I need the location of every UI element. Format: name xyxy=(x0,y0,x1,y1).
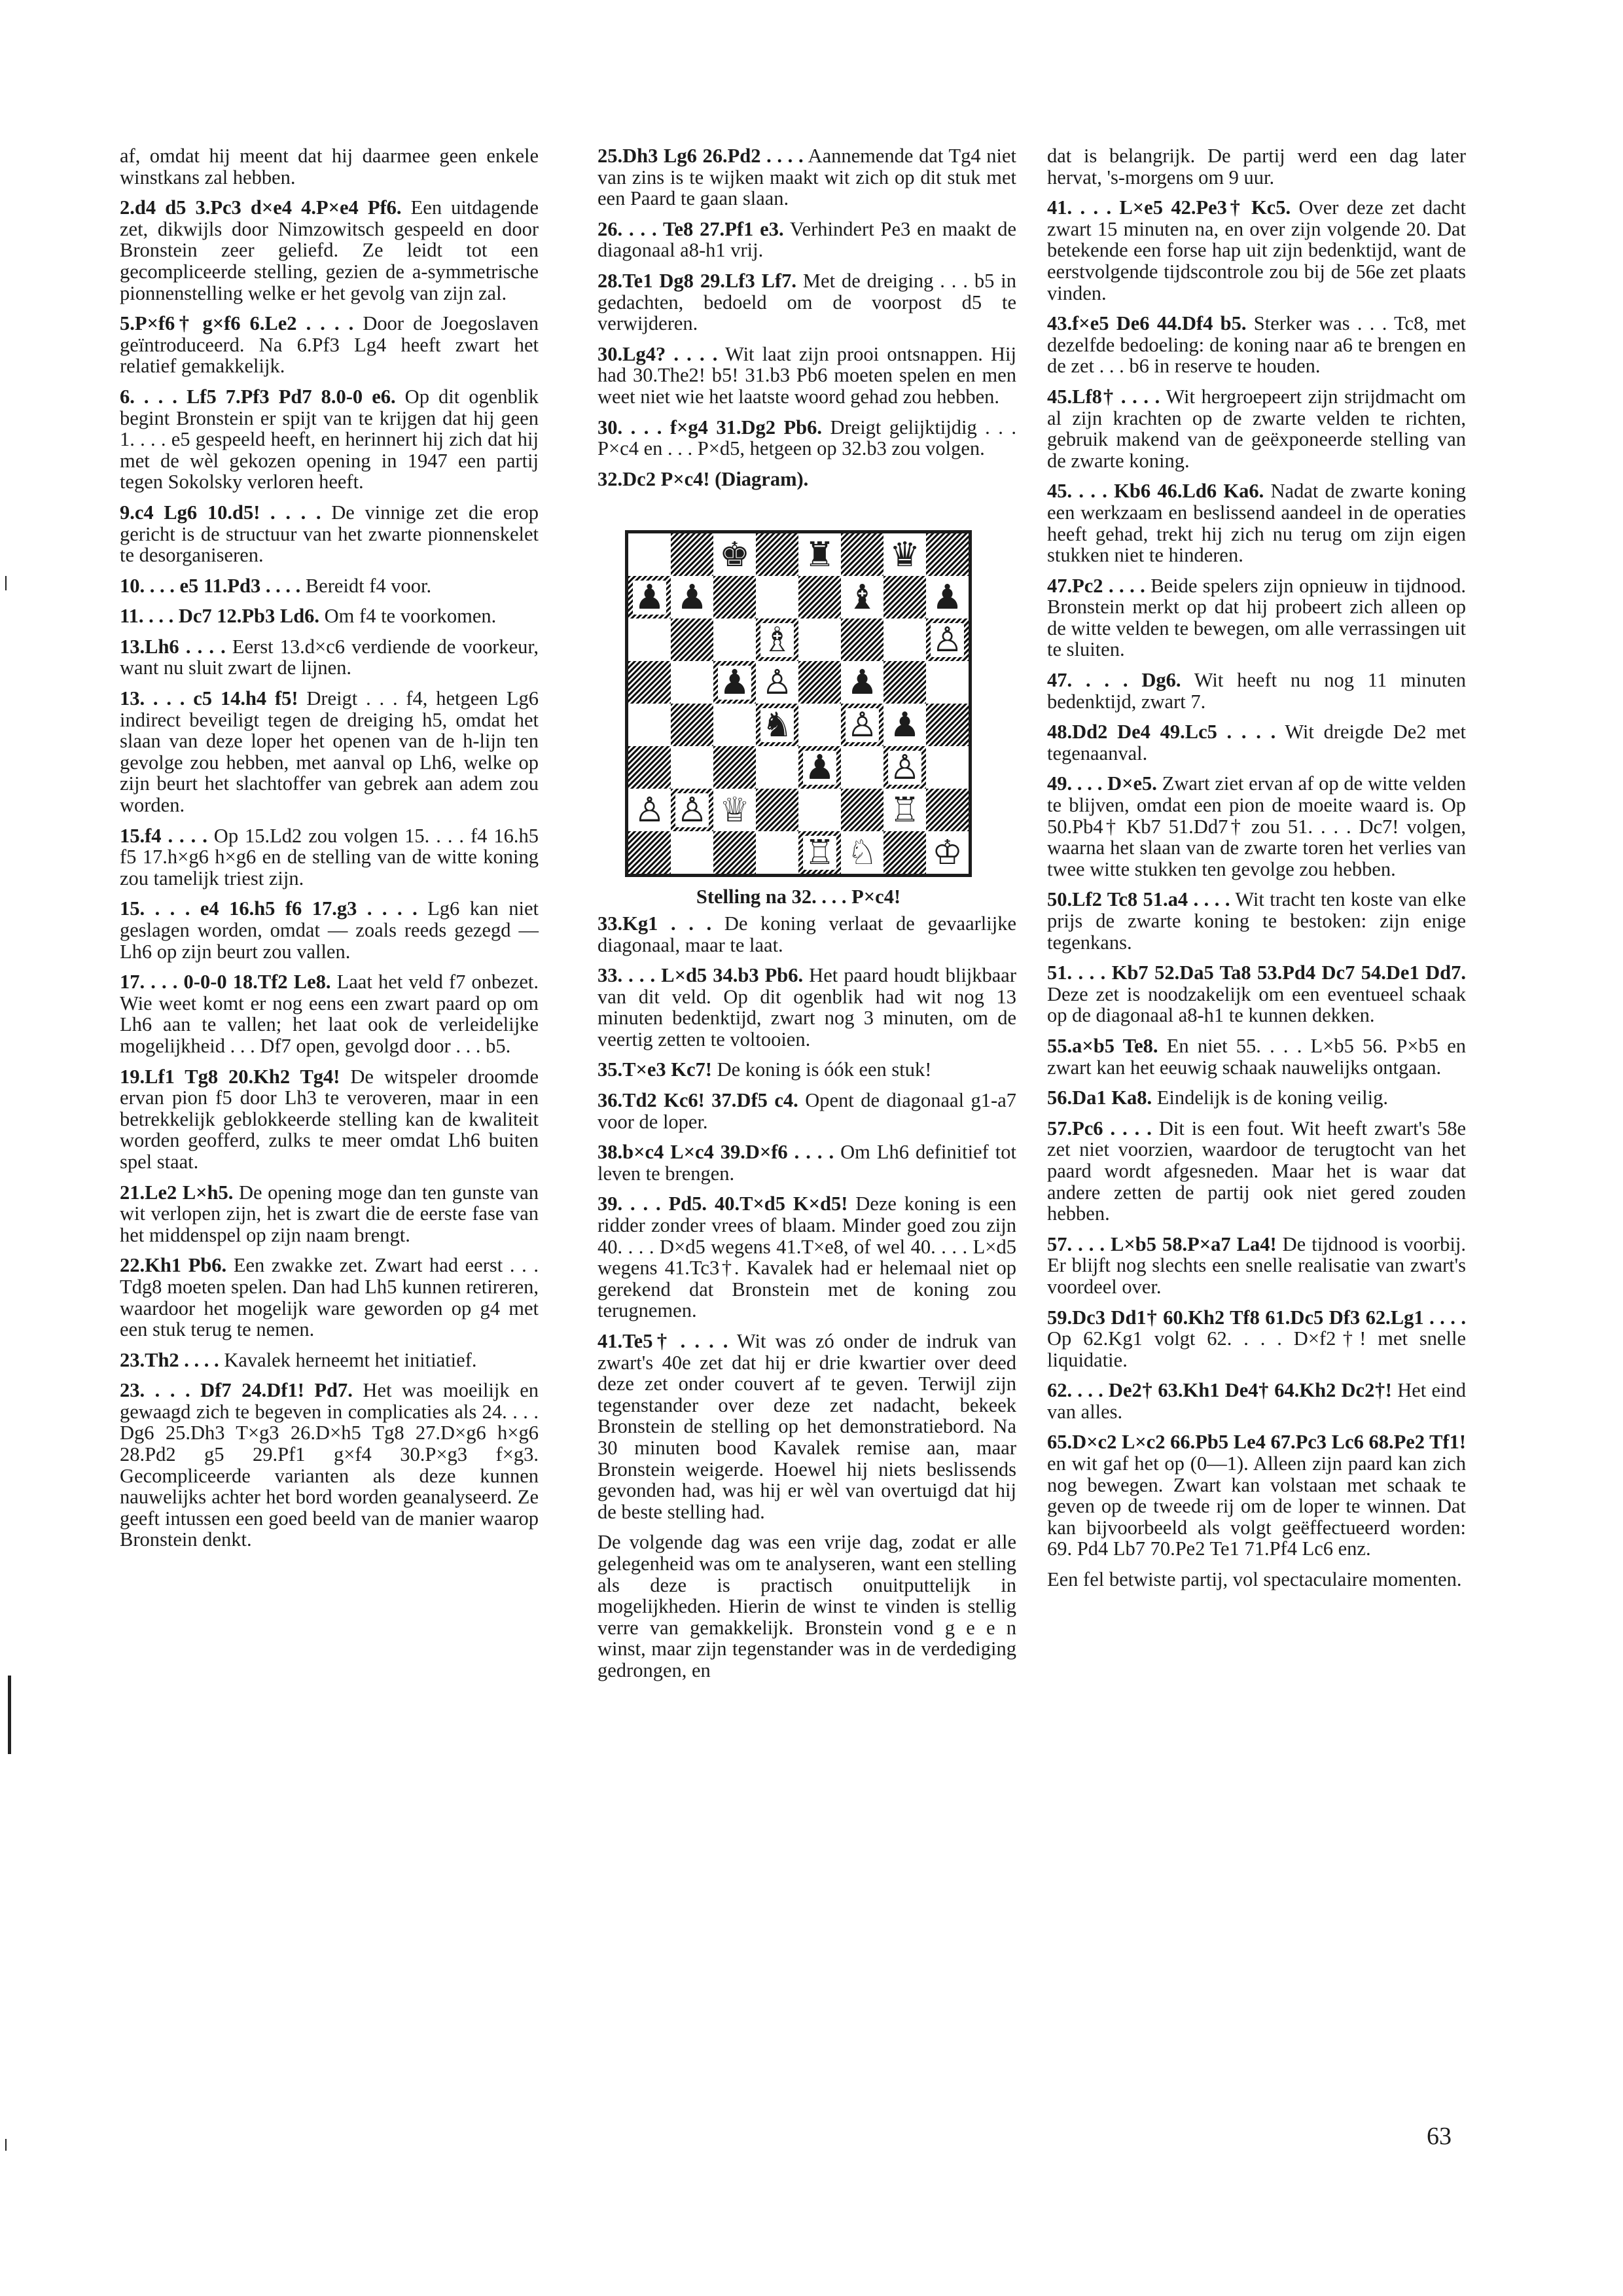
annotation-paragraph xyxy=(120,1066,539,1173)
board-square xyxy=(713,533,756,576)
move-notation: 30.Lg4? . . . . xyxy=(597,342,718,365)
annotation-paragraph xyxy=(597,417,1016,459)
commentary-text: Een zwakke zet. Zwart had eerst . . . Tdg8 moeten spelen. Dan had Lh5 kunnen retireren, waardoor het mogelijk ware geworden op g4 met een stuk terug te nemen. xyxy=(120,1254,539,1341)
annotation-paragraph xyxy=(597,145,1016,209)
annotation-paragraph xyxy=(1047,1087,1466,1109)
move-notation: 38.b×c4 L×c4 39.D×f6 . . . . xyxy=(597,1141,834,1164)
annotation-paragraph xyxy=(1047,773,1466,880)
annotation-paragraph xyxy=(597,1193,1016,1321)
board-square xyxy=(883,789,926,831)
annotation-paragraph xyxy=(597,913,1016,956)
annotation-paragraph xyxy=(120,1350,539,1371)
board-square xyxy=(671,533,713,576)
annotation-paragraph xyxy=(1047,889,1466,953)
text-column-2 xyxy=(597,145,1016,1691)
board-square xyxy=(883,704,926,746)
move-notation: 36.Td2 Kc6! 37.Df5 c4. xyxy=(597,1089,798,1112)
annotation-paragraph xyxy=(1047,313,1466,377)
board-square xyxy=(798,746,841,789)
chess-piece: ♟ xyxy=(804,747,835,787)
move-notation: 65.D×c2 L×c2 66.Pb5 Le4 67.Pc3 Lc6 68.Pe2 Tf1! xyxy=(1047,1431,1466,1454)
move-notation: 55.a×b5 Te8. xyxy=(1047,1034,1158,1057)
board-square xyxy=(883,619,926,661)
commentary-text: Een uitdagende zet, dikwijls door Nimzowitsch gespeeld en door Bronstein zeer geliefd. Ze leidt tot een gecompliceerde stelling, gezien de a-symmetrische pionnenstelling welke er het gevolg van zijn zal. xyxy=(120,196,539,304)
board-square xyxy=(756,619,798,661)
annotation-paragraph xyxy=(597,270,1016,334)
commentary-text: Bereidt f4 voor. xyxy=(300,574,432,597)
annotation-paragraph xyxy=(120,575,539,597)
move-notation: 13. . . . c5 14.h4 f5! xyxy=(120,687,298,710)
commentary-text: Laat het veld f7 onbezet. Wie weet komt er nog eens een zwart paard op om Lh6 aan te vallen; het laat ook de verleidelijke mogelijkheid . . . Df7 open, gevolgd door . . . b5. xyxy=(120,971,539,1057)
annotation-paragraph xyxy=(1047,480,1466,565)
move-notation: 45. . . . Kb6 46.Ld6 Ka6. xyxy=(1047,480,1264,503)
annotation-paragraph xyxy=(1047,386,1466,471)
annotation-paragraph xyxy=(120,825,539,889)
board-square xyxy=(628,619,671,661)
board-square xyxy=(841,831,883,874)
chess-piece: ♔ xyxy=(932,833,963,872)
commentary-text: Beide spelers zijn opnieuw in tijdnood. Bronstein merkt op dat hij probeert zich alleen op de witte velden te bewegen, om alle verrassingen uit te sluiten. xyxy=(1047,574,1466,661)
move-notation: 5.P×f6† g×f6 6.Le2 . . . . xyxy=(120,312,354,335)
text-column-1 xyxy=(120,145,539,1560)
board-square xyxy=(628,789,671,831)
commentary-text: De opening moge dan ten gunste van wit verlopen zijn, het is zwart die de eerste fase van het middenspel op zijn naam brengt. xyxy=(120,1181,539,1246)
board-square xyxy=(841,661,883,704)
commentary-text: De witspeler droomde ervan pion f5 door Lh3 te veroveren, maar in een betrekkelijk geblokkeerde stelling kan de kwaliteit worden geofferd, zulks te meer omdat Lh6 buiten spel staat. xyxy=(120,1065,539,1173)
annotation-paragraph xyxy=(597,1141,1016,1184)
commentary-text: Zwart ziet ervan af op de witte velden te blijven, omdat een pion de moeite waard is. Op 50.Pb4† Kb7 51.Dd7† zou 51. . . . Dc7! volgen, waarna het slaan van de zwarte toren het verlies van twee witte stukken ten gevolge zou hebben. xyxy=(1047,772,1466,880)
move-notation: 6. . . . Lf5 7.Pf3 Pd7 8.0-0 e6. xyxy=(120,385,396,408)
commentary-text: dat is belangrijk. De partij werd een dag later hervat, 's-morgens om 9 uur. xyxy=(1047,145,1466,188)
commentary-text: Sterker was . . . Tc8, met dezelfde bedoeling: de koning naar a6 te brengen en de zet . . . b6 in reserve te houden. xyxy=(1047,312,1466,378)
annotation-paragraph xyxy=(120,971,539,1056)
move-notation: 21.Le2 L×h5. xyxy=(120,1181,234,1204)
annotation-paragraph xyxy=(120,1380,539,1551)
move-notation: 45.Lf8† . . . . xyxy=(1047,385,1160,408)
move-notation: 39. . . . Pd5. 40.T×d5 K×d5! xyxy=(597,1193,848,1215)
board-square xyxy=(841,704,883,746)
move-notation: 48.Dd2 De4 49.Lc5 . . . . xyxy=(1047,721,1276,744)
annotation-paragraph xyxy=(1047,1234,1466,1298)
commentary-text: Met de dreiging . . . b5 in gedachten, bedoeld om de voorpost d5 te verwijderen. xyxy=(597,269,1016,335)
board-square xyxy=(713,831,756,874)
board-square xyxy=(798,576,841,619)
chess-piece: ♙ xyxy=(762,662,793,702)
board-square xyxy=(883,576,926,619)
move-notation: 9.c4 Lg6 10.d5! . . . . xyxy=(120,501,321,524)
board-square xyxy=(798,704,841,746)
chess-piece: ♝ xyxy=(847,577,878,617)
board-square xyxy=(841,576,883,619)
chess-board xyxy=(625,530,972,877)
commentary-text: en wit gaf het op (0—1). Alleen zijn paard kan zich nog bewegen. Zwart kan volstaan met schaak te geven op de tweede rij om de loper te winnen. Dat kan bijvoorbeeld als volgt geëffectueerd worden: 69. Pd4 Lb7 70.Pe2 Te1 71.Pf4 Lc6 enz. xyxy=(1047,1452,1466,1560)
annotation-paragraph xyxy=(597,965,1016,1050)
board-square xyxy=(798,661,841,704)
board-square xyxy=(883,831,926,874)
commentary-text: Om f4 te voorkomen. xyxy=(319,605,497,628)
commentary-text: Een fel betwiste partij, vol spectaculaire momenten. xyxy=(1047,1568,1462,1591)
annotation-paragraph xyxy=(1047,197,1466,304)
annotation-paragraph xyxy=(120,605,539,627)
move-notation: 51. . . . Kb7 52.Da5 Ta8 53.Pd4 Dc7 54.De1 Dd7. xyxy=(1047,961,1466,984)
commentary-text: Eindelijk is de koning veilig. xyxy=(1152,1086,1389,1109)
chess-piece: ♛ xyxy=(889,535,920,575)
annotation-paragraph xyxy=(1047,575,1466,660)
move-notation: 26. . . . Te8 27.Pf1 e3. xyxy=(597,217,784,240)
board-square xyxy=(671,576,713,619)
board-square xyxy=(756,831,798,874)
move-notation: 56.Da1 Ka8. xyxy=(1047,1086,1152,1109)
annotation-paragraph xyxy=(1047,721,1466,764)
chess-piece: ♕ xyxy=(719,790,750,830)
board-square xyxy=(671,789,713,831)
board-square xyxy=(713,619,756,661)
commentary-text: Wit dreigde De2 met tegenaanval. xyxy=(1047,721,1467,764)
board-square xyxy=(926,831,969,874)
move-notation: 35.T×e3 Kc7! xyxy=(597,1058,712,1081)
commentary-text: Het eind van alles. xyxy=(1047,1379,1466,1423)
chess-piece: ♗ xyxy=(762,620,793,660)
annotation-paragraph xyxy=(120,145,539,188)
board-square xyxy=(671,619,713,661)
commentary-text: Door de Joegoslaven geïntroduceerd. Na 6.Pf3 Lg4 heeft zwart het relatief gemakkelijk. xyxy=(120,312,539,378)
board-square xyxy=(628,746,671,789)
annotation-paragraph xyxy=(120,197,539,304)
commentary-text: Dreigt gelijktijdig . . . P×c4 en . . . P×d5, hetgeen op 32.b3 zou volgen. xyxy=(597,416,1017,460)
move-notation: 17. . . . 0-0-0 18.Tf2 Le8. xyxy=(120,971,331,994)
text-column-3 xyxy=(1047,145,1466,1600)
annotation-paragraph xyxy=(1047,670,1466,712)
annotation-paragraph xyxy=(1047,962,1466,1026)
move-notation: 33. . . . L×d5 34.b3 Pb6. xyxy=(597,964,804,987)
commentary-text: De koning verlaat de gevaarlijke diagonaal, maar te laat. xyxy=(597,912,1016,956)
chess-piece: ♚ xyxy=(719,535,750,575)
move-notation: 47.Pc2 . . . . xyxy=(1047,574,1145,597)
move-notation: 57.Pc6 . . . . xyxy=(1047,1117,1152,1139)
move-notation: 10. . . . e5 11.Pd3 . . . . xyxy=(120,574,301,597)
move-notation: 62. . . . De2† 63.Kh1 De4† 64.Kh2 Dc2†! xyxy=(1047,1379,1392,1402)
move-notation: 23. . . . Df7 24.Df1! Pd7. xyxy=(120,1379,353,1402)
commentary-text: Lg6 kan niet geslagen worden, omdat — zoals reeds gezegd — Lh6 op zijn beurt zou vallen. xyxy=(120,897,539,963)
annotation-paragraph xyxy=(120,898,539,962)
chess-piece: ♘ xyxy=(847,833,878,872)
board-square xyxy=(926,704,969,746)
annotation-paragraph xyxy=(120,636,539,679)
move-notation: 47. . . . Dg6. xyxy=(1047,669,1181,692)
annotation-paragraph xyxy=(120,688,539,816)
commentary-text: Om Lh6 definitief tot leven te brengen. xyxy=(597,1141,1016,1185)
commentary-text: Op 15.Ld2 zou volgen 15. . . . f4 16.h5 f5 17.h×g6 h×g6 en de stelling van de witte koning zou tamelijk triest zijn. xyxy=(120,824,539,889)
commentary-text: Wit tracht ten koste van elke prijs de zwarte koning te bestoken: zijn enige tegenkans. xyxy=(1047,888,1466,954)
board-square xyxy=(713,746,756,789)
commentary-text: Dreigt . . . f4, hetgeen Lg6 indirect beveiligt tegen de dreiging h5, omdat het slaan van deze loper het openen van de h-lijn ten gevolge zou hebben, met aanval op Lh6, welke op zijn beurt het slachtoffer van gebrek aan adem zou worden. xyxy=(120,687,539,817)
board-square xyxy=(926,789,969,831)
board-square xyxy=(756,576,798,619)
move-notation: 33.Kg1 . . . xyxy=(597,912,712,935)
scan-mark xyxy=(5,2139,7,2151)
board-square xyxy=(883,661,926,704)
commentary-text: Op dit ogenblik begint Bronstein er spijt van te krijgen dat hij geen 1. . . . e5 gespeeld heeft, en herinnert hij zich dat hij met de wèl gekozen opening in 1947 een partij tegen Sokolsky verloren heeft. xyxy=(120,385,539,493)
board-square xyxy=(883,746,926,789)
board-square xyxy=(798,619,841,661)
move-notation: 59.Dc3 Dd1† 60.Kh2 Tf8 61.Dc5 Df3 62.Lg1 . . . . xyxy=(1047,1306,1466,1329)
commentary-text: Nadat de zwarte koning een werkzaam en beslissend aandeel in de operaties heeft gehad, trekt hij zich nu terug om zijn eigen stukken niet te hinderen. xyxy=(1047,480,1467,567)
board-square xyxy=(841,619,883,661)
commentary-text: Het was moeilijk en gewaagd zich te begeven in complicaties als 24. . . . Dg6 25.Dh3 T×g3 26.D×h5 Tg8 27.D×g6 h×g6 28.Pd2 g5 29.Pf1 g×f4 30.P×g3 f×g3. Gecompliceerde varianten als deze kunnen nauwelijks achter het bord worden geanalyseerd. Ze geeft intussen een goed beeld van de manier waarop Bronstein denkt. xyxy=(120,1379,539,1551)
board-square xyxy=(628,533,671,576)
move-notation: 22.Kh1 Pb6. xyxy=(120,1254,227,1277)
move-notation: 25.Dh3 Lg6 26.Pd2 . . . . xyxy=(597,145,804,167)
move-notation: 30. . . . f×g4 31.Dg2 Pb6. xyxy=(597,416,822,439)
move-notation: 15.f4 . . . . xyxy=(120,824,207,847)
chess-piece: ♟ xyxy=(847,662,878,702)
board-square xyxy=(798,533,841,576)
column-2-top xyxy=(597,145,1016,490)
board-square xyxy=(628,661,671,704)
move-notation: 43.f×e5 De6 44.Df4 b5. xyxy=(1047,312,1247,335)
chess-piece: ♟ xyxy=(677,577,707,617)
move-notation: 11. . . . Dc7 12.Pb3 Ld6. xyxy=(120,605,320,628)
commentary-text: Wit was zó onder de indruk van zwart's 40e zet dat hij er drie kwartier over deed deze zet onder couvert af te geven. Terwijl zijn tegenstander over deze zet nadacht, bekeek Bronstein de stelling op het demonstratiebord. Na 30 minuten bood Kavalek remise aan, maar Bronstein weigerde. Hoewel hij niets beslissends gevonden had, was hij er wèl van overtuigd dat hij de beste stelling had. xyxy=(597,1330,1016,1523)
commentary-text: Aannemende dat Tg4 niet van zins is te wijken maakt wit zich op dit stuk met een Paard te gaan slaan. xyxy=(597,145,1016,210)
move-notation: 19.Lf1 Tg8 20.Kh2 Tg4! xyxy=(120,1065,340,1088)
annotation-paragraph xyxy=(120,313,539,377)
commentary-text: af, omdat hij meent dat hij daarmee geen enkele winstkans zal hebben. xyxy=(120,145,539,188)
annotation-paragraph xyxy=(597,1532,1016,1681)
commentary-text: Deze koning is een ridder zonder vrees of blaam. Minder goed zou zijn 40. . . . D×d5 wegens 41.T×e8, of wel 40. . . . L×d5 wegens 41.Tc3†. Kavalek had er helemaal niet op gerekend dat Bronstein met de koning zou terugnemen. xyxy=(597,1193,1016,1322)
annotation-paragraph xyxy=(1047,145,1466,188)
board-square xyxy=(926,619,969,661)
board-square xyxy=(756,661,798,704)
annotation-paragraph xyxy=(597,344,1016,408)
chess-piece: ♙ xyxy=(634,790,665,830)
commentary-text: En niet 55. . . . L×b5 56. P×b5 en zwart kan het eeuwig schaak nauwelijks ontgaan. xyxy=(1047,1034,1466,1079)
board-square xyxy=(713,661,756,704)
board-square xyxy=(713,789,756,831)
move-notation: 2.d4 d5 3.Pc3 d×e4 4.P×e4 Pf6. xyxy=(120,196,402,219)
board-square xyxy=(756,746,798,789)
annotation-paragraph xyxy=(597,1059,1016,1081)
scan-mark xyxy=(8,1676,11,1754)
commentary-text: Wit hergroepeert zijn strijdmacht om al zijn krachten op de zwarte velden te richten, gebruik makend van de geëxponeerde stelling van de zwarte koning. xyxy=(1047,385,1466,472)
commentary-text: Kavalek herneemt het initiatief. xyxy=(219,1348,477,1371)
board-square xyxy=(756,789,798,831)
move-notation: 32.Dc2 P×c4! (Diagram). xyxy=(597,467,809,490)
commentary-text: Opent de diagonaal g1-a7 voor de loper. xyxy=(597,1089,1016,1133)
commentary-text: De koning is óók een stuk! xyxy=(711,1058,932,1081)
commentary-text: Verhindert Pe3 en maakt de diagonaal a8-h1 vrij. xyxy=(597,217,1017,262)
move-notation: 41.Te5† . . . . xyxy=(597,1330,728,1352)
annotation-paragraph xyxy=(1047,1118,1466,1225)
commentary-text: Op 62.Kg1 volgt 62. . . . D×f2†! met snelle liquidatie. xyxy=(1047,1327,1466,1371)
board-square xyxy=(841,533,883,576)
board-square xyxy=(883,533,926,576)
annotation-paragraph xyxy=(1047,1569,1466,1590)
annotation-paragraph xyxy=(597,1331,1016,1522)
annotation-paragraph xyxy=(120,386,539,493)
annotation-paragraph xyxy=(597,219,1016,261)
commentary-text: Over deze zet dacht zwart 15 minuten na, en over zijn volgende 20. Dat betekende een forse hap uit zijn bedenktijd, want de eerstvolgende tijdscontrole zou bij de 56e zet plaats vinden. xyxy=(1047,196,1466,304)
board-square xyxy=(671,831,713,874)
board-square xyxy=(713,576,756,619)
commentary-text: Dit is een fout. Wit heeft zwart's 58e zet niet voorzien, waardoor de terugtocht van het paard wordt afgesneden. Maar het is waar dat andere zetten de partij ook niet gered zouden hebben. xyxy=(1047,1117,1467,1225)
move-notation: 23.Th2 . . . . xyxy=(120,1348,219,1371)
move-notation: 13.Lh6 . . . . xyxy=(120,635,226,658)
move-notation: 49. . . . D×e5. xyxy=(1047,772,1157,795)
chess-piece: ♟ xyxy=(889,705,920,745)
annotation-paragraph xyxy=(1047,1380,1466,1422)
board-square xyxy=(926,661,969,704)
column-2-bottom xyxy=(597,913,1016,1681)
board-square xyxy=(926,533,969,576)
move-notation: 28.Te1 Dg8 29.Lf3 Lf7. xyxy=(597,269,796,292)
board-square xyxy=(798,831,841,874)
chess-piece: ♙ xyxy=(847,705,878,745)
annotation-paragraph xyxy=(597,1090,1016,1132)
chess-piece: ♙ xyxy=(932,620,963,660)
board-square xyxy=(713,704,756,746)
commentary-text: De tijdnood is voorbij. Er blijft nog slechts een snelle realisatie van zwart's voordeel over. xyxy=(1047,1232,1466,1298)
annotation-paragraph xyxy=(1047,1307,1466,1371)
commentary-text: Eerst 13.d×c6 verdiende de voorkeur, want nu sluit zwart de lijnen. xyxy=(120,635,539,679)
move-notation: 57. . . . L×b5 58.P×a7 La4! xyxy=(1047,1232,1277,1255)
chess-piece: ♟ xyxy=(719,662,750,702)
chess-piece: ♜ xyxy=(804,535,835,575)
board-square xyxy=(671,704,713,746)
annotation-paragraph xyxy=(1047,1035,1466,1078)
chess-piece: ♟ xyxy=(932,577,963,617)
move-notation: 15. . . . e4 16.h5 f6 17.g3 . . . . xyxy=(120,897,418,920)
page-number: 63 xyxy=(1427,2123,1452,2150)
annotation-paragraph xyxy=(597,469,1016,490)
diagram-caption: Stelling na 32. . . . P×c4! xyxy=(696,886,901,908)
chess-piece: ♟ xyxy=(634,577,665,617)
board-square xyxy=(926,576,969,619)
commentary-text: Wit heeft nu nog 11 minuten bedenktijd, zwart 7. xyxy=(1047,669,1467,713)
board-square xyxy=(628,576,671,619)
commentary-text: De vinnige zet die erop gericht is de structuur van het zwarte pionnenskelet te desorganiseren. xyxy=(120,501,539,567)
move-notation: 41. . . . L×e5 42.Pe3† Kc5. xyxy=(1047,196,1291,219)
commentary-text: Het paard houdt blijkbaar van dit veld. Op dit ogenblik had wit nog 13 minuten bedenktijd, zwart nog 3 minuten, om de veertig zetten te voltooien. xyxy=(597,964,1016,1050)
annotation-paragraph xyxy=(120,502,539,566)
board-square xyxy=(756,704,798,746)
board-square xyxy=(756,533,798,576)
chess-piece: ♙ xyxy=(677,790,707,830)
board-square xyxy=(628,831,671,874)
move-notation: 50.Lf2 Tc8 51.a4 . . . . xyxy=(1047,888,1230,911)
annotation-paragraph xyxy=(1047,1431,1466,1560)
annotation-paragraph xyxy=(120,1255,539,1340)
annotation-paragraph xyxy=(120,1182,539,1246)
chess-piece: ♙ xyxy=(889,747,920,787)
board-square xyxy=(841,789,883,831)
chess-piece: ♖ xyxy=(804,833,835,872)
chess-piece: ♖ xyxy=(889,790,920,830)
commentary-text: Wit laat zijn prooi ontsnappen. Hij had 30.The2! b5! 31.b3 Pb6 moeten spelen en men weet niet wie het laatste woord gehad zou hebben. xyxy=(597,342,1017,408)
commentary-text: Deze zet is noodzakelijk om een eventueel schaak op de diagonaal a8-h1 te kunnen dekken. xyxy=(1047,982,1466,1027)
board-square xyxy=(798,789,841,831)
scan-mark xyxy=(5,576,7,590)
chess-diagram xyxy=(625,530,978,908)
board-square xyxy=(628,704,671,746)
board-square xyxy=(841,746,883,789)
commentary-text: De volgende dag was een vrije dag, zodat er alle gelegenheid was om te analyseren, want een stelling als deze is practisch onuitputtelijk in mogelijkheden. Hierin de winst te vinden is stellig verre van gemakkelijk. Bronstein vond g e e n winst, maar zijn tegenstander was in de verdediging gedrongen, en xyxy=(597,1531,1016,1681)
board-square xyxy=(926,746,969,789)
board-square xyxy=(671,746,713,789)
chess-piece: ♞ xyxy=(762,705,793,745)
board-square xyxy=(671,661,713,704)
